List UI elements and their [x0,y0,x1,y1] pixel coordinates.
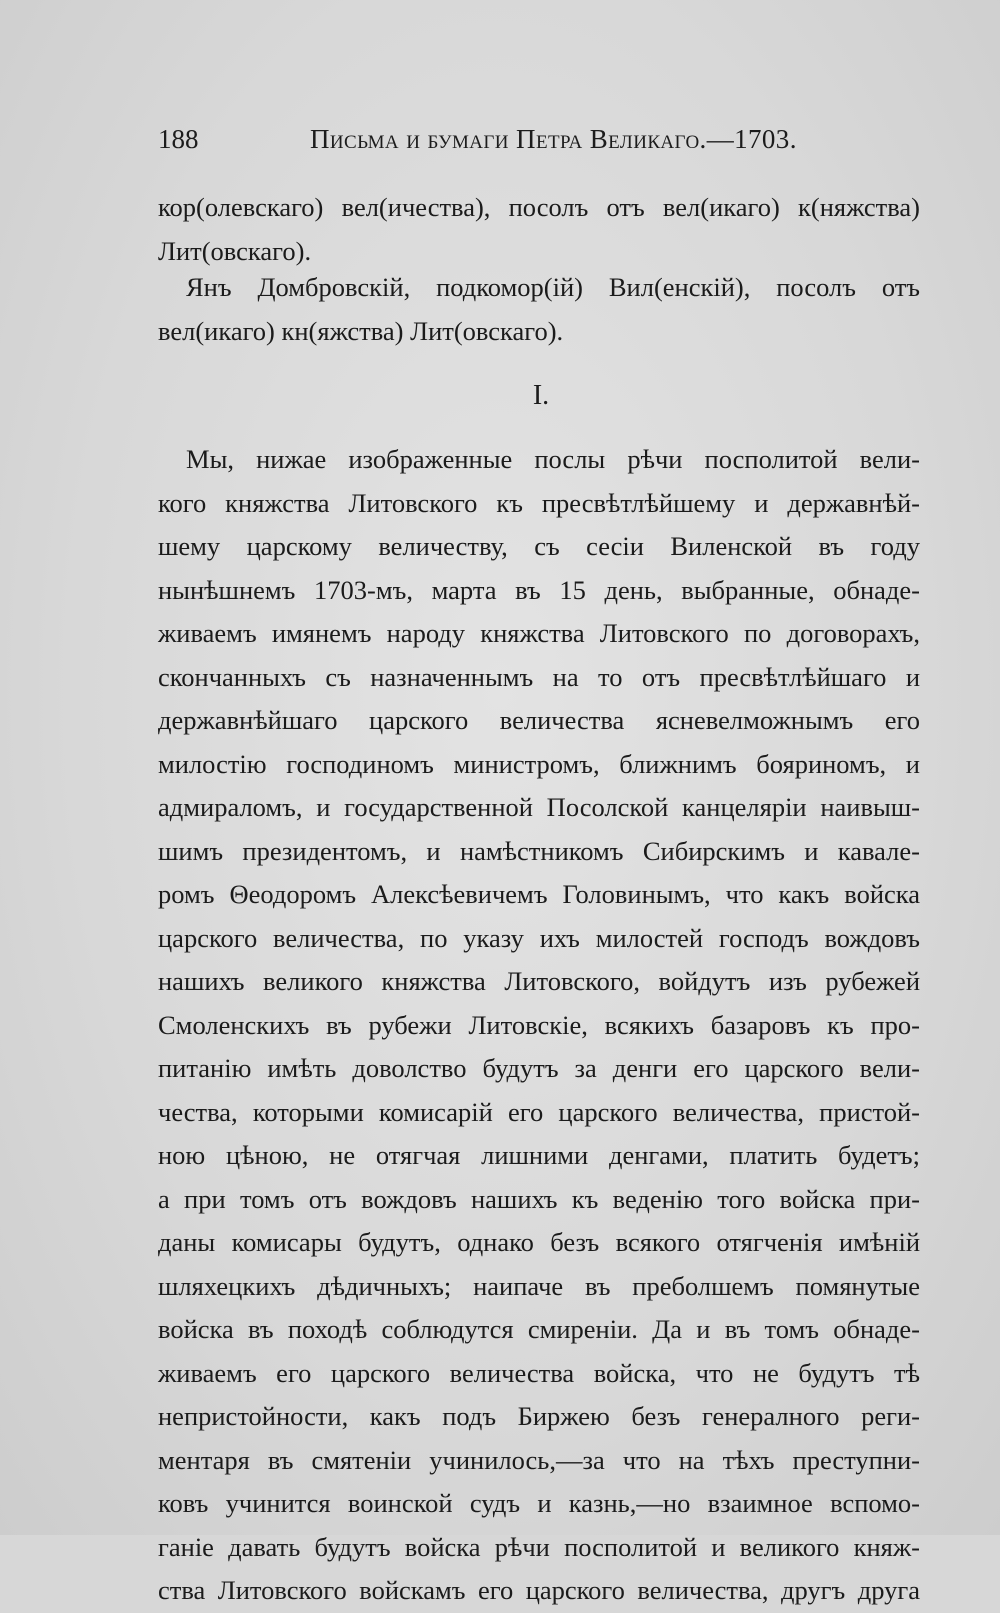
text-line: а при томъ отъ вождовъ нашихъ къ веденію того войска при- [158,1183,920,1214]
body-paragraph [158,438,920,1613]
text-line: адмираломъ, и государственной Посолской канцеляріи наивыш- [158,792,920,822]
text-line: ковъ учинится воинской судъ и казнь,—но взаимное вспомо- [158,1488,920,1518]
text-line: шему царскому величеству, съ сесіи Виленской въ году [158,531,920,561]
text-line: вел(икаго) кн(яжства) Лит(овскаго). [158,315,564,346]
text-line: ромъ Θеодоромъ Алексѣевичемъ Головинымъ, что какъ войска [158,879,920,909]
text-line: непристойности, какъ подъ Биржею безъ генералного реги- [158,1401,920,1431]
text-line: скончанныхъ съ назначеннымъ на то отъ пресвѣтлѣйшаго и [158,661,920,692]
text-line: ства Литовского войскамъ его царского величества, другъ друга [158,1575,920,1605]
running-head [158,124,797,164]
text-line: державнѣйшаго царского величества ясневелможнымъ его [158,705,920,735]
text-line: милостію господиномъ министромъ, ближнимъ бояриномъ, и [158,748,920,779]
text-line: живаемъ его царского величества войска, что не будутъ тѣ [158,1357,920,1388]
text-line: ментаря въ смятеніи учинилось,—за что на тѣхъ преступни- [158,1444,920,1475]
signatory-paragraph [158,266,920,353]
text-line: питанію имѣть доволство будутъ за денги его царского вели- [158,1053,920,1083]
text-line: живаемъ имянемъ народу княжства Литовского по договорахъ, [158,618,920,648]
text-line: даны комисары будутъ, однако безъ всякого отягченія имѣній [158,1227,920,1257]
text-line: кор(олевскаго) вел(ичества), посолъ отъ вел(икаго) к(няжства) [158,192,920,222]
text-line: ною цѣною, не отягчая лишними денгами, платить будетъ; [158,1140,920,1170]
text-line: нынѣшнемъ 1703-мъ, марта въ 15 день, выбранные, обнаде- [158,574,920,605]
page-number: 188 [158,124,199,154]
running-title: Письма и бумаги Петра Великаго.—1703. [310,124,797,154]
text-line: кого княжства Литовского къ пресвѣтлѣйшему и державнѣй- [158,487,920,518]
text-line: ганіе давать будутъ войска рѣчи посполитой и великого княж- [158,1531,920,1562]
section-heading: I. [532,380,550,411]
text-line: чества, которыми комисарій его царского величества, пристой- [158,1096,920,1127]
text-line: шляхецкихъ дѣдичныхъ; наипаче въ преболшемъ помянутые [158,1270,920,1301]
text-line: Лит(овскаго). [158,235,312,266]
text-line: Янъ Домбровскій, подкомор(ій) Вил(енскій), посолъ отъ [186,272,920,302]
text-line: шимъ президентомъ, и намѣстникомъ Сибирскимъ и кавале- [158,835,920,866]
text-line: Мы, нижае изображенные послы рѣчи посполитой вели- [186,444,920,474]
text-line: войска въ походѣ соблюдутся смиреніи. Да и въ томъ обнаде- [158,1314,920,1344]
continuation-paragraph [158,186,920,273]
text-line: нашихъ великого княжства Литовского, войдутъ изъ рубежей [158,966,920,996]
text-line: Смоленскихъ въ рубежи Литовскіе, всякихъ базаровъ къ про- [158,1009,920,1040]
text-line: царского величества, по указу ихъ милостей господъ вождовъ [158,922,920,953]
